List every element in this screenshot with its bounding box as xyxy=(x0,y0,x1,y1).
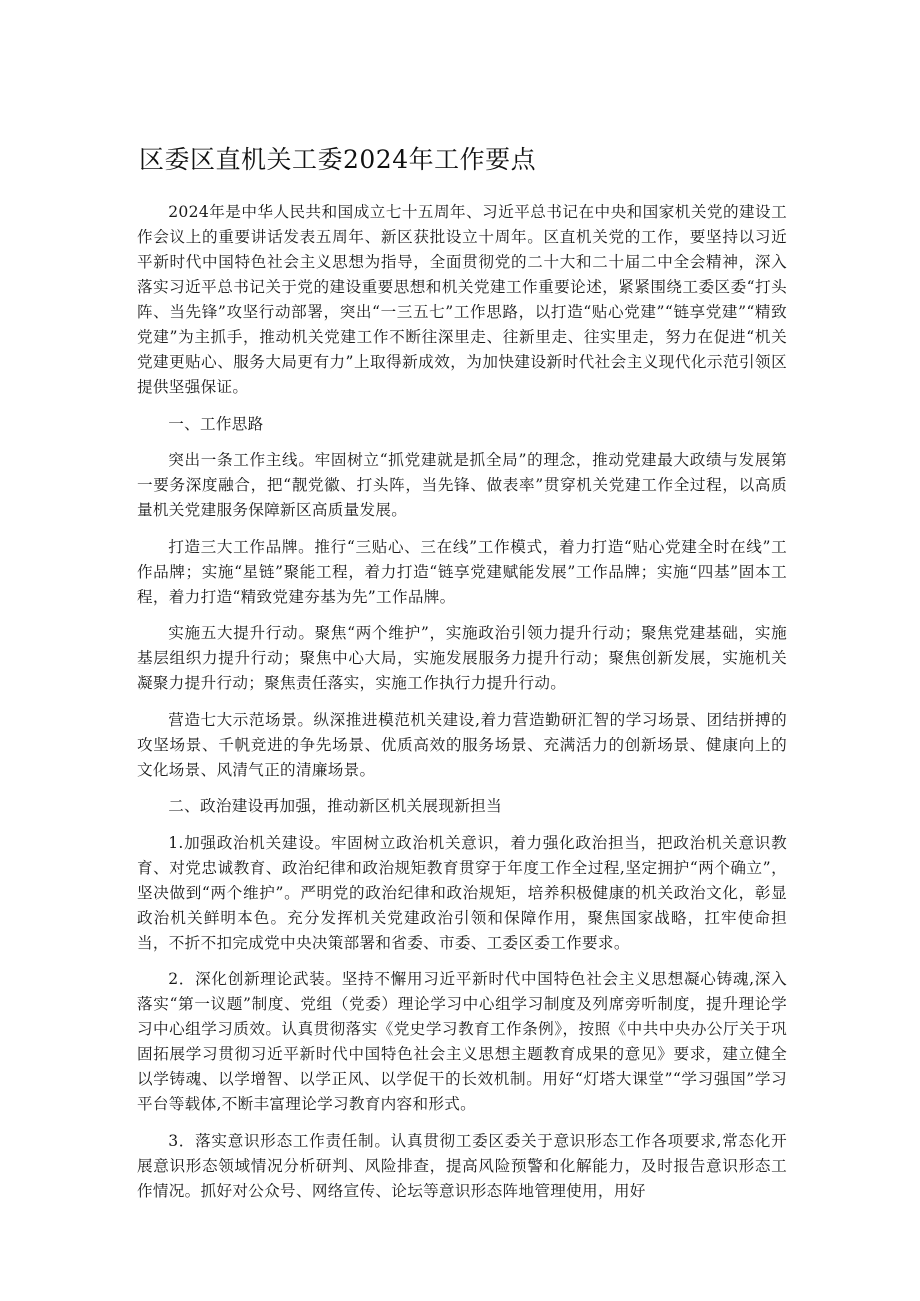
section-heading-1: 一、工作思路 xyxy=(168,414,264,433)
document-title: 区委区直机关工委2024年工作要点 xyxy=(139,145,537,174)
paragraph-item-1: 1.加强政治机关建设。牢固树立政治机关意识，着力强化政治担当，把政治机关意识教育、对党忠诚教育、政治纪律和政治规矩教育贯穿于年度工作全过程,坚定拥护“两个确立”，坚决做到“两个维护”。严明党的政治纪律和政治规矩，培养积极健康的机关政治文化，彰显政治机关鲜明本色。充分发挥机关党建政治引领和保障作用，聚焦国家战略，扛牢使命担当，不折不扣完成党中央决策部署和省委、市委、工委区委工作要求。 xyxy=(137,833,787,952)
paragraph-five-actions: 实施五大提升行动。聚焦“两个维护”，实施政治引领力提升行动；聚焦党建基础，实施基层组织力提升行动；聚焦中心大局，实施发展服务力提升行动；聚焦创新发展，实施机关凝聚力提升行动；聚焦责任落实，实施工作执行力提升行动。 xyxy=(137,624,787,692)
document-page xyxy=(137,140,787,1215)
intro-paragraph: 2024年是中华人民共和国成立七十五周年、习近平总书记在中央和国家机关党的建设工作会议上的重要讲话发表五周年、新区获批设立十周年。区直机关党的工作，要坚持以习近平新时代中国特色社会主义思想为指导，全面贯彻党的二十大和二十届二中全会精神，深入落实习近平总书记关于党的建设重要思想和机关党建工作重要论述，紧紧围绕工委区委“打头阵、当先锋”攻坚行动部署，突出“一三五七”工作思路，以打造“贴心党建”“链享党建”“精致党建”为主抓手，推动机关党建工作不断往深里走、往新里走、往实里走，努力在促进“机关党建更贴心、服务大局更有力”上取得新成效，为加快建设新时代社会主义现代化示范引领区提供坚强保证。 xyxy=(137,203,787,396)
paragraph-three-brands: 打造三大工作品牌。推行“三贴心、三在线”工作模式，着力打造“贴心党建全时在线”工作品牌；实施“星链”聚能工程，着力打造“链享党建赋能发展”工作品牌；实施“四基”固本工程，着力打造“精致党建夯基为先”工作品牌。 xyxy=(137,537,787,606)
paragraph-work-mainline: 突出一条工作主线。牢固树立“抓党建就是抓全局”的理念，推动党建最大政绩与发展第一要务深度融合，把“靓党徽、打头阵，当先锋、做表率”贯穿机关党建工作全过程，以高质量机关党建服务保障新区高质量发展。 xyxy=(137,451,787,519)
paragraph-item-2: 2．深化创新理论武装。坚持不懈用习近平新时代中国特色社会主义思想凝心铸魂,深入落实“第一议题”制度、党组（党委）理论学习中心组学习制度及列席旁听制度，提升理论学习中心组学习质效。认真贯彻落实《党史学习教育工作条例》，按照《中共中央办公厅关于巩固拓展学习贯彻习近平新时代中国特色社会主义思想主题教育成果的意见》要求，建立健全以学铸魂、以学增智、以学正风、以学促干的长效机制。用好“灯塔大课堂”“学习强国”学习平台等载体,不断丰富理论学习教育内容和形式。 xyxy=(137,970,787,1113)
section-heading-2: 二、政治建设再加强，推动新区机关展现新担当 xyxy=(168,797,502,815)
paragraph-item-3: 3．落实意识形态工作责任制。认真贯彻工委区委关于意识形态工作各项要求,常态化开展意识形态领域情况分析研判、风险排查，提高风险预警和化解能力，及时报告意识形态工作情况。抓好对公众号、网络宣传、论坛等意识形态阵地管理使用，用好 xyxy=(137,1131,787,1200)
paragraph-seven-scenes: 营造七大示范场景。纵深推进模范机关建设,着力营造勤研汇智的学习场景、团结拼搏的攻坚场景、千帆竞进的争先场景、优质高效的服务场景、充满活力的创新场景、健康向上的文化场景、风清气正的清廉场景。 xyxy=(137,710,787,779)
